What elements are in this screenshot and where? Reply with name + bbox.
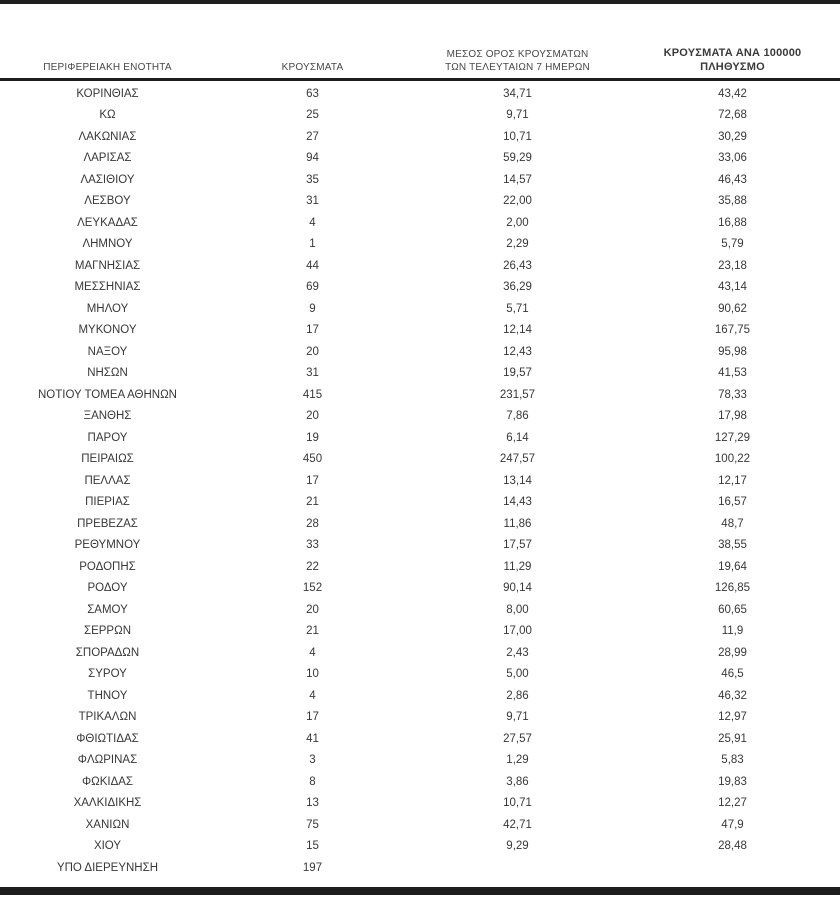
cell-avg7: 5,71 (506, 302, 529, 315)
cell-region: ΣΥΡΟΥ (88, 668, 127, 681)
cell-cases: 20 (306, 603, 319, 616)
cell-per100k: 23,18 (718, 259, 747, 272)
cell-per100k: 19,83 (718, 775, 747, 788)
header-7day-average (410, 4, 625, 80)
table-row (0, 707, 840, 729)
cell-cases: 17 (306, 711, 319, 724)
cell-avg7: 19,57 (503, 367, 532, 380)
cell-cases: 19 (306, 431, 319, 444)
cell-cases: 22 (306, 560, 319, 573)
table-row (0, 80, 840, 105)
cell-per100k: 16,57 (718, 496, 747, 509)
cell-region: ΜΕΣΣΗΝΙΑΣ (74, 281, 141, 294)
table-row (0, 470, 840, 492)
cell-avg7: 2,29 (506, 238, 529, 251)
cell-region: ΜΥΚΟΝΟΥ (78, 324, 137, 337)
table-body (0, 80, 840, 879)
table-row (0, 857, 840, 879)
cell-per100k: 95,98 (718, 345, 747, 358)
cell-avg7: 7,86 (506, 410, 529, 423)
cell-region: ΛΗΜΝΟΥ (82, 238, 133, 251)
header-cases-per-100000-line2: ΠΛΗΘΥΣΜΟ (700, 61, 765, 73)
cell-per100k: 12,17 (718, 474, 747, 487)
table-row (0, 363, 840, 385)
cell-cases: 41 (306, 732, 319, 745)
table-row (0, 685, 840, 707)
cell-per100k: 28,99 (718, 646, 747, 659)
cell-cases: 3 (309, 754, 316, 767)
table-row (0, 578, 840, 600)
cell-region: ΚΟΡΙΝΘΙΑΣ (76, 87, 139, 100)
table-row (0, 191, 840, 213)
cell-region: ΧΑΛΚΙΔΙΚΗΣ (73, 797, 142, 810)
cell-avg7: 12,43 (503, 345, 532, 358)
table-row (0, 105, 840, 127)
cell-avg7: 59,29 (503, 152, 532, 165)
cell-region: ΛΑΡΙΣΑΣ (83, 152, 132, 165)
cell-per100k: 19,64 (718, 560, 747, 573)
table-row (0, 793, 840, 815)
cell-per100k: 127,29 (714, 431, 751, 444)
cell-cases: 75 (306, 818, 319, 831)
header-7day-average-line1: ΜΕΣΟΣ ΟΡΟΣ ΚΡΟΥΣΜΑΤΩΝ (446, 49, 589, 60)
cell-per100k: 41,53 (718, 367, 747, 380)
cell-avg7: 36,29 (503, 281, 532, 294)
table-row (0, 535, 840, 557)
cell-cases: 20 (306, 345, 319, 358)
cell-avg7: 10,71 (503, 797, 532, 810)
cell-avg7: 26,43 (503, 259, 532, 272)
cell-region: ΠΕΙΡΑΙΩΣ (81, 453, 134, 466)
cell-per100k: 16,88 (718, 216, 747, 229)
header-cases (215, 4, 410, 80)
cell-region: ΥΠΟ ΔΙΕΡΕΥΝΗΣΗ (56, 861, 159, 874)
cell-region: ΝΟΤΙΟΥ ΤΟΜΕΑ ΑΘΗΝΩΝ (38, 388, 177, 401)
cell-avg7: 17,00 (503, 625, 532, 638)
cell-per100k: 35,88 (718, 195, 747, 208)
cell-avg7: 42,71 (503, 818, 532, 831)
cell-region: ΦΘΙΩΤΙΔΑΣ (76, 732, 139, 745)
cell-per100k: 46,5 (721, 668, 744, 681)
cell-per100k: 33,06 (718, 152, 747, 165)
table-row (0, 126, 840, 148)
cell-avg7: 9,71 (506, 711, 529, 724)
cell-region: ΛΑΣΙΘΙΟΥ (80, 173, 135, 186)
cell-cases: 44 (306, 259, 319, 272)
cell-cases: 13 (306, 797, 319, 810)
cell-cases: 9 (309, 302, 316, 315)
cell-per100k: 12,97 (718, 711, 747, 724)
table-row (0, 255, 840, 277)
cell-per100k: 12,27 (718, 797, 747, 810)
cell-per100k: 43,14 (718, 281, 747, 294)
cell-region: ΚΩ (99, 109, 116, 122)
table-row (0, 492, 840, 514)
cell-cases: 450 (302, 453, 323, 466)
cell-region: ΣΕΡΡΩΝ (83, 625, 132, 638)
cell-region: ΞΑΝΘΗΣ (83, 410, 132, 423)
table-row (0, 234, 840, 256)
header-region-line2: ΠΕΡΙΦΕΡΕΙΑΚΗ ΕΝΟΤΗΤΑ (43, 62, 172, 73)
table-row (0, 169, 840, 191)
cell-avg7: 247,57 (499, 453, 536, 466)
regional-cases-table (0, 4, 840, 879)
header-7day-average-line2: ΤΩΝ ΤΕΛΕΥΤΑΙΩΝ 7 ΗΜΕΡΩΝ (445, 62, 590, 73)
cell-avg7: 34,71 (503, 87, 532, 100)
cell-region: ΤΡΙΚΑΛΩΝ (78, 711, 137, 724)
cell-cases: 17 (306, 474, 319, 487)
table-row (0, 384, 840, 406)
table-row (0, 771, 840, 793)
cell-region: ΛΑΚΩΝΙΑΣ (78, 130, 137, 143)
cell-per100k: 47,9 (721, 818, 744, 831)
cell-cases: 152 (302, 582, 323, 595)
cell-per100k: 30,29 (718, 130, 747, 143)
cell-avg7: 231,57 (499, 388, 536, 401)
cell-per100k: 60,65 (718, 603, 747, 616)
cell-avg7: 2,43 (506, 646, 529, 659)
table-row (0, 212, 840, 234)
cell-avg7: 9,29 (506, 840, 529, 853)
cell-cases: 28 (306, 517, 319, 530)
table-row (0, 621, 840, 643)
cell-cases: 20 (306, 410, 319, 423)
table-row (0, 556, 840, 578)
bottom-horizontal-rule (0, 887, 840, 895)
table-row (0, 320, 840, 342)
cell-per100k: 5,79 (721, 238, 744, 251)
cell-avg7: 13,14 (503, 474, 532, 487)
cell-region: ΛΕΣΒΟΥ (84, 195, 131, 208)
table-row (0, 814, 840, 836)
table-row (0, 513, 840, 535)
cell-avg7: 2,86 (506, 689, 529, 702)
cell-region: ΜΗΛΟΥ (86, 302, 129, 315)
cell-cases: 197 (302, 861, 323, 874)
cell-cases: 25 (306, 109, 319, 122)
cell-region: ΛΕΥΚΑΔΑΣ (77, 216, 138, 229)
table-row (0, 836, 840, 858)
cell-region: ΜΑΓΝΗΣΙΑΣ (74, 259, 141, 272)
cell-per100k: 43,42 (718, 87, 747, 100)
table-row (0, 298, 840, 320)
table-row (0, 148, 840, 170)
cell-cases: 1 (309, 238, 316, 251)
cell-region: ΡΟΔΟΥ (87, 582, 128, 595)
cell-cases: 8 (309, 775, 316, 788)
cell-cases: 4 (309, 646, 316, 659)
cell-region: ΣΑΜΟΥ (87, 603, 128, 616)
table-row (0, 449, 840, 471)
cell-cases: 15 (306, 840, 319, 853)
cell-avg7: 12,14 (503, 324, 532, 337)
cell-avg7: 6,14 (506, 431, 529, 444)
cell-avg7: 9,71 (506, 109, 529, 122)
cell-per100k: 48,7 (721, 517, 744, 530)
cell-avg7: 11,29 (503, 560, 532, 573)
cell-cases: 17 (306, 324, 319, 337)
table-row (0, 277, 840, 299)
cell-per100k: 17,98 (718, 410, 747, 423)
cell-region: ΦΩΚΙΔΑΣ (81, 775, 134, 788)
cell-cases: 10 (306, 668, 319, 681)
cell-region: ΠΡΕΒΕΖΑΣ (77, 517, 138, 530)
cell-per100k: 46,32 (718, 689, 747, 702)
table-row (0, 599, 840, 621)
cell-cases: 35 (306, 173, 319, 186)
table-row (0, 664, 840, 686)
table-row (0, 750, 840, 772)
cell-per100k (625, 857, 840, 879)
cell-per100k: 126,85 (714, 582, 751, 595)
cell-avg7: 14,43 (503, 496, 532, 509)
cell-region: ΠΑΡΟΥ (87, 431, 128, 444)
cell-per100k: 78,33 (718, 388, 747, 401)
cell-cases: 31 (306, 195, 319, 208)
cell-per100k: 46,43 (718, 173, 747, 186)
cell-avg7: 1,29 (506, 754, 529, 767)
cell-cases: 69 (306, 281, 319, 294)
cell-region: ΠΙΕΡΙΑΣ (85, 496, 130, 509)
cell-region: ΝΑΞΟΥ (87, 345, 128, 358)
cell-per100k: 28,48 (718, 840, 747, 853)
cell-cases: 63 (306, 87, 319, 100)
header-region (0, 4, 215, 80)
cell-cases: 31 (306, 367, 319, 380)
cell-cases: 4 (309, 689, 316, 702)
cell-avg7: 17,57 (503, 539, 532, 552)
cell-avg7: 3,86 (506, 775, 529, 788)
cell-region: ΡΕΘΥΜΝΟΥ (74, 539, 141, 552)
table-row (0, 341, 840, 363)
table-row (0, 728, 840, 750)
header-cases-line2: ΚΡΟΥΣΜΑΤΑ (281, 62, 344, 73)
cell-region: ΣΠΟΡΑΔΩΝ (75, 646, 140, 659)
cell-per100k: 5,83 (721, 754, 744, 767)
cell-cases: 94 (306, 152, 319, 165)
cell-avg7: 2,00 (506, 216, 529, 229)
cell-per100k: 167,75 (714, 324, 751, 337)
header-cases-per-100000-line1: ΚΡΟΥΣΜΑΤΑ ΑΝΑ 100000 (663, 47, 802, 59)
cell-per100k: 38,55 (718, 539, 747, 552)
cell-avg7: 11,86 (503, 517, 532, 530)
cell-region: ΠΕΛΛΑΣ (84, 474, 131, 487)
cell-per100k: 11,9 (721, 625, 744, 638)
cell-cases: 21 (306, 496, 319, 509)
cell-avg7: 10,71 (503, 130, 532, 143)
cell-avg7: 22,00 (503, 195, 532, 208)
cell-region: ΤΗΝΟΥ (87, 689, 128, 702)
cell-per100k: 72,68 (718, 109, 747, 122)
cell-region: ΧΑΝΙΩΝ (85, 818, 130, 831)
cell-avg7: 90,14 (503, 582, 532, 595)
header-cases-per-100000 (625, 4, 840, 80)
table-row (0, 406, 840, 428)
table-row (0, 427, 840, 449)
cell-region: ΧΙΟΥ (93, 840, 122, 853)
table-header (0, 4, 840, 80)
cell-avg7: 8,00 (506, 603, 529, 616)
cell-avg7: 14,57 (503, 173, 532, 186)
cell-per100k: 90,62 (718, 302, 747, 315)
cell-region: ΡΟΔΟΠΗΣ (79, 560, 136, 573)
cell-cases: 21 (306, 625, 319, 638)
cell-avg7: 27,57 (503, 732, 532, 745)
cell-avg7: 5,00 (506, 668, 529, 681)
cell-per100k: 100,22 (714, 453, 751, 466)
cell-cases: 415 (302, 388, 323, 401)
cell-region: ΦΛΩΡΙΝΑΣ (77, 754, 138, 767)
cell-cases: 4 (309, 216, 316, 229)
cell-per100k: 25,91 (718, 732, 747, 745)
cell-cases: 27 (306, 130, 319, 143)
cell-avg7 (410, 857, 625, 879)
table-row (0, 642, 840, 664)
cell-cases: 33 (306, 539, 319, 552)
cell-region: ΝΗΣΩΝ (87, 367, 128, 380)
